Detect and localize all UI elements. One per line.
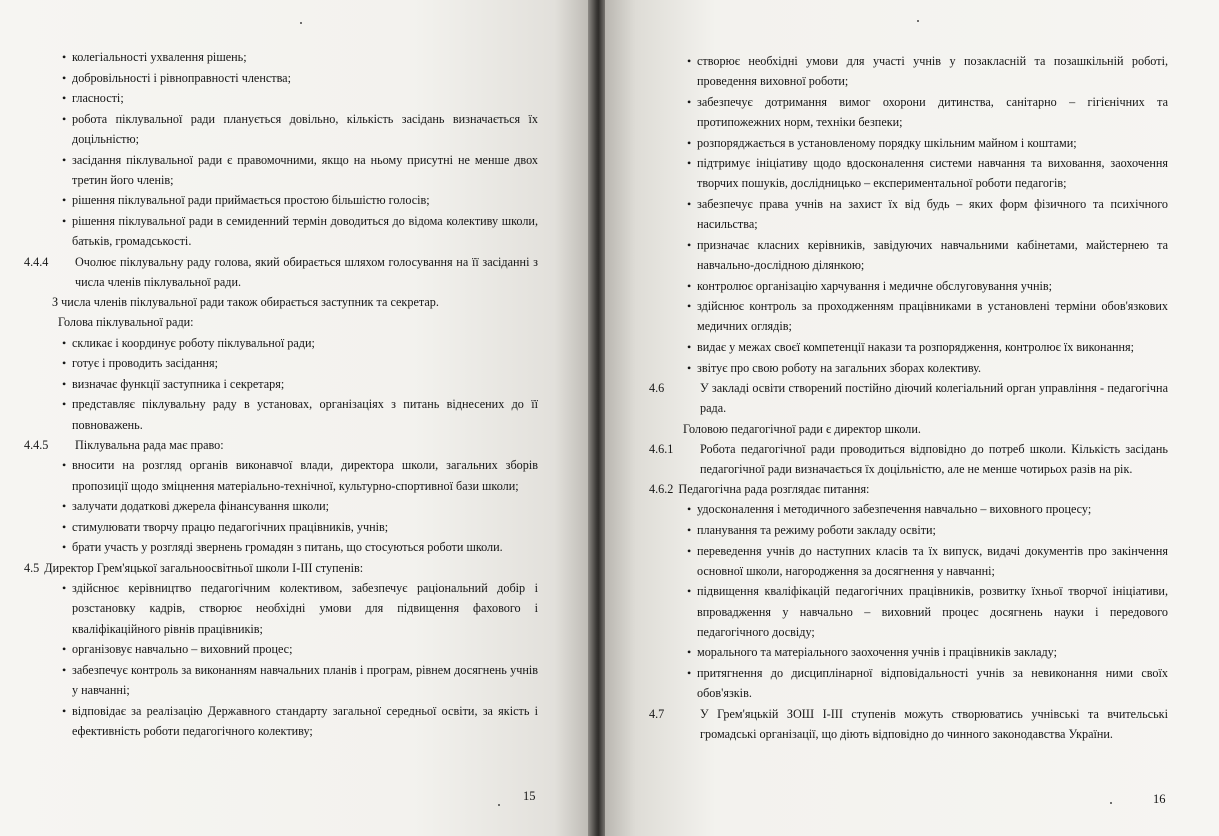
page-number: 15 [523,789,536,803]
list-item: • готує і проводить засідання; [40,353,538,373]
left-page-text [24,47,538,741]
speck [1110,802,1112,804]
list-item: • здійснює керівництво педагогічним колективом, забезпечує раціональний добір і розстановку кадрів, створює необхідні умови для підвищення фахового і кваліфікаційного рівнів працівників; [40,578,538,639]
paragraph-4-4-5 [24,435,538,455]
list-item: • вносити на розгляд органів виконавчої влади, директора школи, загальних зборів пропозиції щодо зміцнення матеріально-технічної, культурно-спортивної бази школи; [40,455,538,495]
deputy-paragraph: З числа членів піклувальної ради також обирається заступник та секретар. [52,295,439,310]
page-number: 16 [1153,792,1166,806]
head-title: Голова піклувальної ради: [58,315,194,330]
list-item: • морального та матеріального заохочення учнів і працівників закладу; [665,642,1168,662]
list-item: • підвищення кваліфікацій педагогічних працівників, розвитку їхньої творчої ініціативи, впровадження у навчально – виховний процес досягнень науки і передового педагогічного досвіду; [665,581,1168,642]
list-item: • добровільності і рівноправності членства; [40,68,538,88]
list-item: • удосконалення і методичного забезпечення навчально – виховного процесу; [665,499,1168,519]
list-item: • рішення піклувальної ради приймається простою більшістю голосів; [40,190,538,210]
list-item: • контролює організацію харчування і медичне обслуговування учнів; [665,276,1168,296]
list-item: • планування та режиму роботи закладу освіти; [665,520,1168,540]
paragraph-4-7 [649,704,1168,744]
list-item: • призначає класних керівників, завідуючих навчальними кабінетами, майстернею та навчально-дослідною ділянкою; [665,235,1168,275]
list-item: • створює необхідні умови для участі учнів у позакласній та позашкільній роботі, проведення виховної роботи; [665,51,1168,91]
paragraph-text: Піклувальна рада має право: [75,438,224,453]
right-page-text [649,51,1168,744]
paragraph-text: У закладі освіти створений постійно діючий колегіальний орган управління - педагогічна рада. [700,381,1168,416]
left-page [0,0,590,836]
list-item: • скликає і координує роботу піклувальної ради; [40,333,538,353]
section-number: 4.6.1 [649,441,674,456]
list-item: • забезпечує контроль за виконанням навчальних планів і програм, рівнем досягнень учнів у навчанні; [40,660,538,700]
list-item: • підтримує ініціативу щодо вдосконалення системи навчання та виховання, заохочення творчих пошуків, дослідницько – експериментальної роботи педагогів; [665,153,1168,193]
paragraph-4-4-4 [24,252,538,292]
speck [498,804,500,806]
paragraph-text: Педагогічна рада розглядає питання: [678,482,870,497]
left-bullets-c [40,455,538,557]
left-bullets-b [40,333,538,435]
right-page [605,0,1219,836]
list-item: • звітує про свою роботу на загальних зборах колективу. [665,358,1168,378]
section-number: 4.6.2 [649,482,674,497]
list-item: • переведення учнів до наступних класів та їх випуск, видачі документів про закінчення основної школи, нагородження за досягнення у навчанні; [665,541,1168,581]
list-item: • відповідає за реалізацію Державного стандарту загальної середньої освіти, за якість і ефективність роботи педагогічного колективу; [40,701,538,741]
section-number: 4.6 [649,381,665,396]
paragraph-4-6-1 [649,439,1168,479]
list-item: • організовує навчально – виховний процес; [40,639,538,659]
paragraph-text: Очолює піклувальну раду голова, який обирається шляхом голосування на її засіданні з числа членів піклувальної ради. [75,254,538,289]
list-item: • видає у межах своєї компетенції накази та розпорядження, контролює їх виконання; [665,337,1168,357]
paragraph-text: Робота педагогічної ради проводиться відповідно до потреб школи. Кількість засідань педагогічної ради визначається їх доцільністю, але не менше чотирьох разів на рік. [700,441,1168,476]
paragraph-4-6 [649,378,1168,418]
list-item: • брати участь у розгляді звернень громадян з питань, що стосуються роботи школи. [40,537,538,557]
list-item: • рішення піклувальної ради в семиденний термін доводиться до відома колективу школи, батьків, громадськості. [40,211,538,251]
list-item: • стимулювати творчу працю педагогічних працівників, учнів; [40,517,538,537]
list-item: • здійснює контроль за проходженням працівниками в установлені терміни обов'язкових медичних оглядів; [665,296,1168,336]
list-item: • забезпечує дотримання вимог охорони дитинства, санітарно – гігієнічних та протипожежних норм, техніки безпеки; [665,92,1168,132]
list-item: • представляє піклувальну раду в установах, організаціях з питань віднесених до її повноважень. [40,394,538,434]
pedagogical-council-head: Головою педагогічної ради є директор школи. [683,421,921,436]
list-item: • розпоряджається в установленому порядку шкільним майном і коштами; [665,133,1168,153]
list-item: • визначає функції заступника і секретаря; [40,374,538,394]
section-number: 4.5 [24,560,40,575]
speck [300,22,302,24]
section-number: 4.4.5 [24,438,49,453]
list-item: • засідання піклувальної ради є правомочними, якщо на ньому присутні не менше двох третин його членів; [40,150,538,190]
paragraph-text: Директор Грем'яцької загальноосвітньої школи І-ІІІ ступенів: [44,560,364,575]
section-number: 4.4.4 [24,254,49,269]
list-item: • гласності; [40,88,538,108]
right-bullets-a [665,51,1168,378]
paragraph-4-6-2 [649,479,1168,499]
paragraph-4-5 [24,558,538,578]
list-item: • залучати додаткові джерела фінансування школи; [40,496,538,516]
left-bullets-a [40,47,538,251]
left-bullets-d [40,578,538,741]
list-item: • забезпечує права учнів на захист їх від будь – яких форм фізичного та психічного насильства; [665,194,1168,234]
section-number: 4.7 [649,706,665,721]
list-item: • робота піклувальної ради планується довільно, кількість засідань визначається їх доцільністю; [40,109,538,149]
list-item: • притягнення до дисциплінарної відповідальності учнів за невиконання ними своїх обов'язків. [665,663,1168,703]
list-item: • колегіальності ухвалення рішень; [40,47,538,67]
right-bullets-b [665,499,1168,703]
speck [917,20,919,22]
paragraph-text: У Грем'яцькій ЗОШ І-ІІІ ступенів можуть створюватись учнівські та вчительські громадські організації, що діють відповідно до чинного законодавства України. [700,706,1168,741]
